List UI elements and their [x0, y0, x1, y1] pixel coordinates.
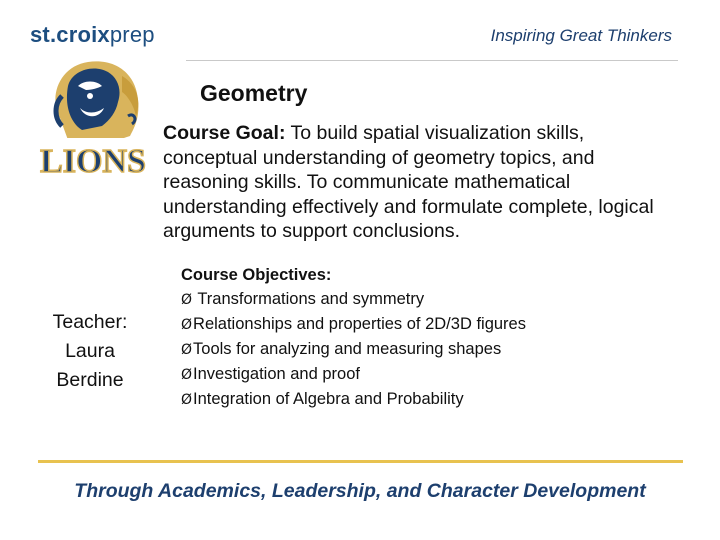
teacher-label: Teacher:: [52, 311, 128, 333]
footer-motto: Through Academics, Leadership, and Character Development: [74, 480, 646, 502]
lion-mascot-icon: [38, 56, 148, 186]
lions-lettering: [40, 138, 146, 180]
arrow-bullet-icon: Ø: [181, 342, 193, 358]
course-title: Geometry: [200, 80, 308, 106]
course-objectives: [181, 263, 526, 412]
arrow-bullet-icon: Ø: [181, 317, 193, 333]
svg-text:LIONS: LIONS: [40, 143, 146, 180]
tagline: Inspiring Great Thinkers: [490, 26, 672, 45]
teacher-first-name: Laura: [65, 340, 115, 362]
course-goal: [163, 121, 683, 244]
list-item: Ø Transformations and symmetry: [181, 290, 425, 308]
footer-divider: [38, 460, 683, 463]
arrow-bullet-icon: Ø: [181, 367, 193, 383]
list-item: ØTools for analyzing and measuring shapes: [181, 340, 502, 358]
list-item: ØInvestigation and proof: [181, 365, 360, 383]
arrow-bullet-icon: Ø: [181, 392, 193, 408]
list-item: ØRelationships and properties of 2D/3D figures: [181, 315, 526, 333]
teacher-block: [40, 308, 140, 395]
teacher-last-name: Berdine: [56, 369, 124, 391]
header-divider: [186, 60, 678, 61]
brand-sub: prep: [109, 22, 155, 47]
course-goal-label: Course Goal:: [163, 122, 286, 144]
list-item: ØIntegration of Algebra and Probability: [181, 390, 464, 408]
objectives-list: [181, 287, 526, 412]
arrow-bullet-icon: Ø: [181, 292, 193, 308]
school-brand: [30, 22, 155, 48]
course-goal-text: To build spatial visualization skills, conceptual understanding of geometry topics, and reasoning skills. To communicate mathematical understanding effectively and formulate complete, logical arguments to support conclusions.: [163, 122, 654, 242]
objectives-heading: Course Objectives:: [181, 266, 332, 284]
brand-main: st.croix: [30, 22, 110, 47]
